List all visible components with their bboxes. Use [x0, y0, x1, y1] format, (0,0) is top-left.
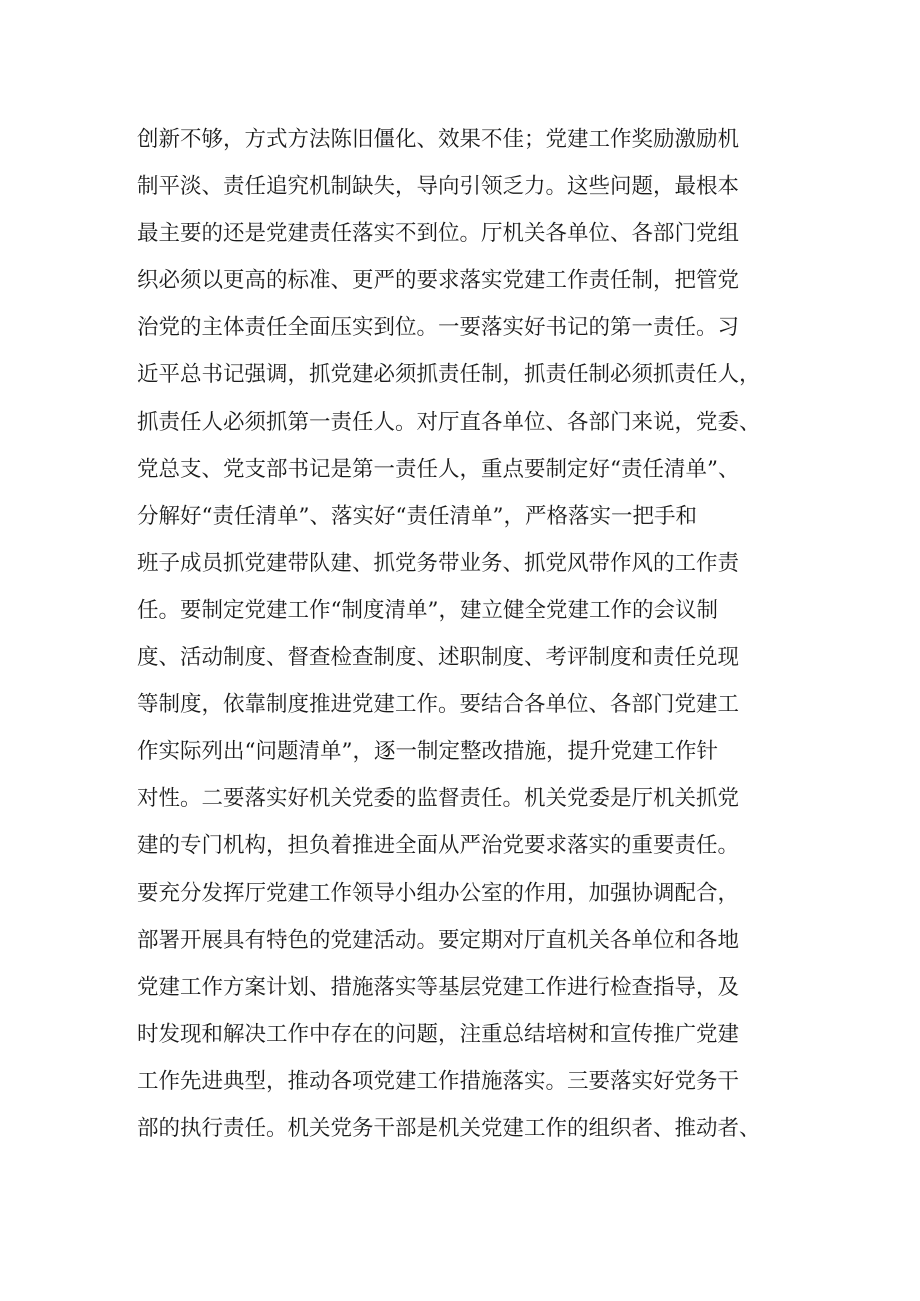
text-line: 要充分发挥厅党建工作领导小组办公室的作用，加强协调配合， — [137, 880, 740, 906]
text-line: 部的执行责任。机关党务干部是机关党建工作的组织者、推动者、 — [137, 1115, 761, 1141]
text-line: 班子成员抓党建带队建、抓党务带业务、抓党风带作风的工作责 — [137, 550, 740, 576]
text-line: 制平淡、责任追究机制缺失，导向引领乏力。这些问题，最根本 — [137, 174, 740, 200]
text-line: 任。要制定党建工作“制度清单”，建立健全党建工作的会议制 — [137, 597, 718, 623]
text-line: 等制度，依靠制度推进党建工作。要结合各单位、各部门党建工 — [137, 692, 740, 718]
text-line: 治党的主体责任全面压实到位。一要落实好书记的第一责任。习 — [137, 315, 740, 341]
text-line: 时发现和解决工作中存在的问题，注重总结培树和宣传推广党建 — [137, 1021, 740, 1047]
text-line: 工作先进典型，推动各项党建工作措施落实。三要落实好党务干 — [137, 1068, 740, 1094]
text-line: 度、活动制度、督查检查制度、述职制度、考评制度和责任兑现 — [137, 645, 740, 671]
text-line: 最主要的还是党建责任落实不到位。厅机关各单位、各部门党组 — [137, 221, 740, 247]
text-line: 部署开展具有特色的党建活动。要定期对厅直机关各单位和各地 — [137, 927, 740, 953]
text-line: 对性。二要落实好机关党委的监督责任。机关党委是厅机关抓党 — [137, 786, 740, 812]
text-line: 织必须以更高的标准、更严的要求落实党建工作责任制，把管党 — [137, 268, 740, 294]
text-line: 党总支、党支部书记是第一责任人，重点要制定好“责任清单”、 — [137, 456, 740, 482]
text-line: 作实际列出“问题清单”，逐一制定整改措施，提升党建工作针 — [137, 739, 718, 765]
text-line: 近平总书记强调，抓党建必须抓责任制，抓责任制必须抓责任人， — [137, 362, 761, 388]
text-line: 党建工作方案计划、措施落实等基层党建工作进行检查指导，及 — [137, 974, 740, 1000]
body-text — [137, 116, 807, 1152]
text-line: 抓责任人必须抓第一责任人。对厅直各单位、各部门来说，党委、 — [137, 409, 761, 435]
text-line: 分解好“责任清单”、落实好“责任清单”，严格落实一把手和 — [137, 503, 697, 529]
text-line: 建的专门机构，担负着推进全面从严治党要求落实的重要责任。 — [137, 833, 740, 859]
text-line: 创新不够，方式方法陈旧僵化、效果不佳；党建工作奖励激励机 — [137, 127, 740, 152]
